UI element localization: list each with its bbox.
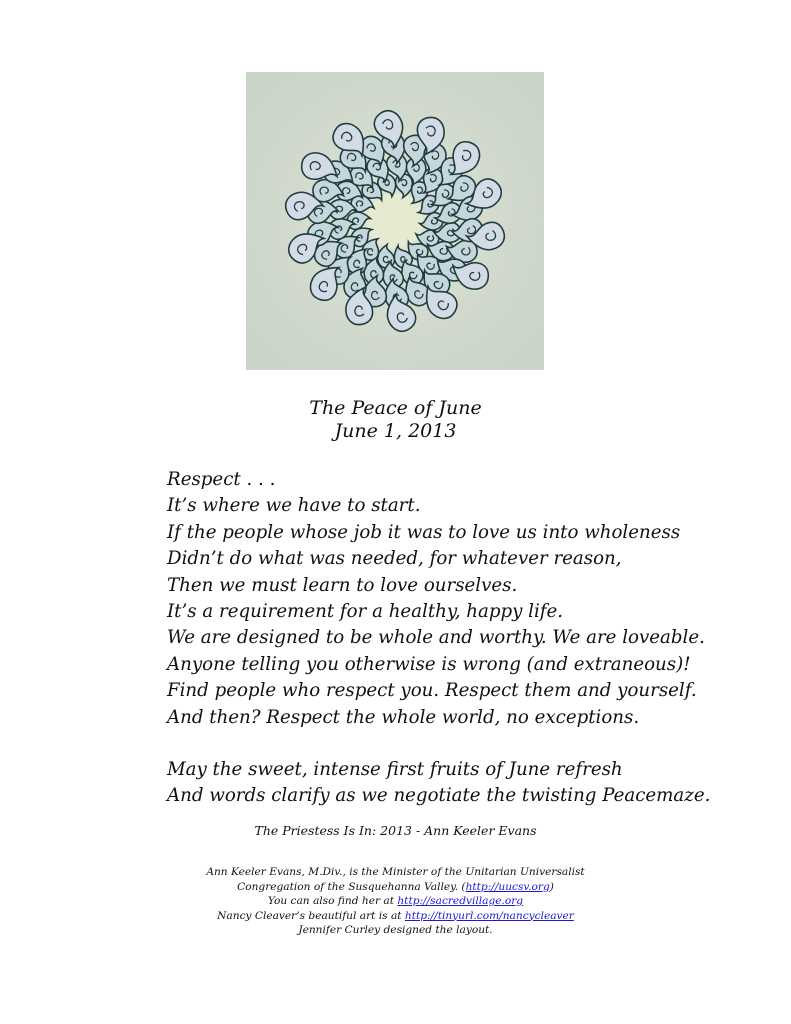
bio-line: Ann Keeler Evans, M.Div., is the Minister of the Unitarian Universalist [206,866,585,878]
poem-line: Then we must learn to love ourselves. [167,574,518,596]
poem-line: If the people whose job it was to love us into wholeness [167,521,681,543]
author-credit: The Priestess Is In: 2013 - Ann Keeler Evans [254,823,537,838]
poem-line: Find people who respect you. Respect them and yourself. [167,680,697,702]
bio-line [0,880,791,895]
bio-line: Jennifer Curley designed the layout. [298,924,493,936]
sacredvillage-link[interactable]: http://sacredvillage.org [397,895,524,907]
poem-line: And words clarify as we negotiate the twisting Peacemaze. [167,785,711,807]
mandala-paisley-icon [246,72,544,370]
stanza-break [167,731,767,757]
bio-text: ) [549,880,554,893]
poem-line: It’s where we have to start. [167,495,421,517]
poem-line: May the sweet, intense first fruits of June refresh [167,758,623,780]
author-bio [0,865,791,938]
bio-text: You can also find her at [267,895,398,907]
mandala-artwork [246,72,544,370]
poem-line: Didn’t do what was needed, for whatever reason, [167,548,622,570]
bio-text: Congregation of the Susquehanna Valley. ( [237,880,466,893]
poem-date: June 1, 2013 [334,420,457,442]
poem-body [167,467,767,810]
bio-line [0,894,791,909]
bio-text: Nancy Cleaver’s beautiful art is at [217,909,405,922]
poem-line: We are designed to be whole and worthy. We are loveable. [167,627,705,649]
bio-line [0,909,791,924]
uucsv-link[interactable]: http://uucsv.org [465,880,550,893]
tinyurl-link[interactable]: http://tinyurl.com/nancycleaver [404,909,574,922]
poem-title: The Peace of June [309,397,482,419]
poem-line: Respect . . . [167,469,276,490]
poem-line: Anyone telling you otherwise is wrong (and extraneous)! [167,653,691,675]
poem-line: It’s a requirement for a healthy, happy life. [167,600,564,622]
poem-line: And then? Respect the whole world, no exceptions. [167,706,640,728]
